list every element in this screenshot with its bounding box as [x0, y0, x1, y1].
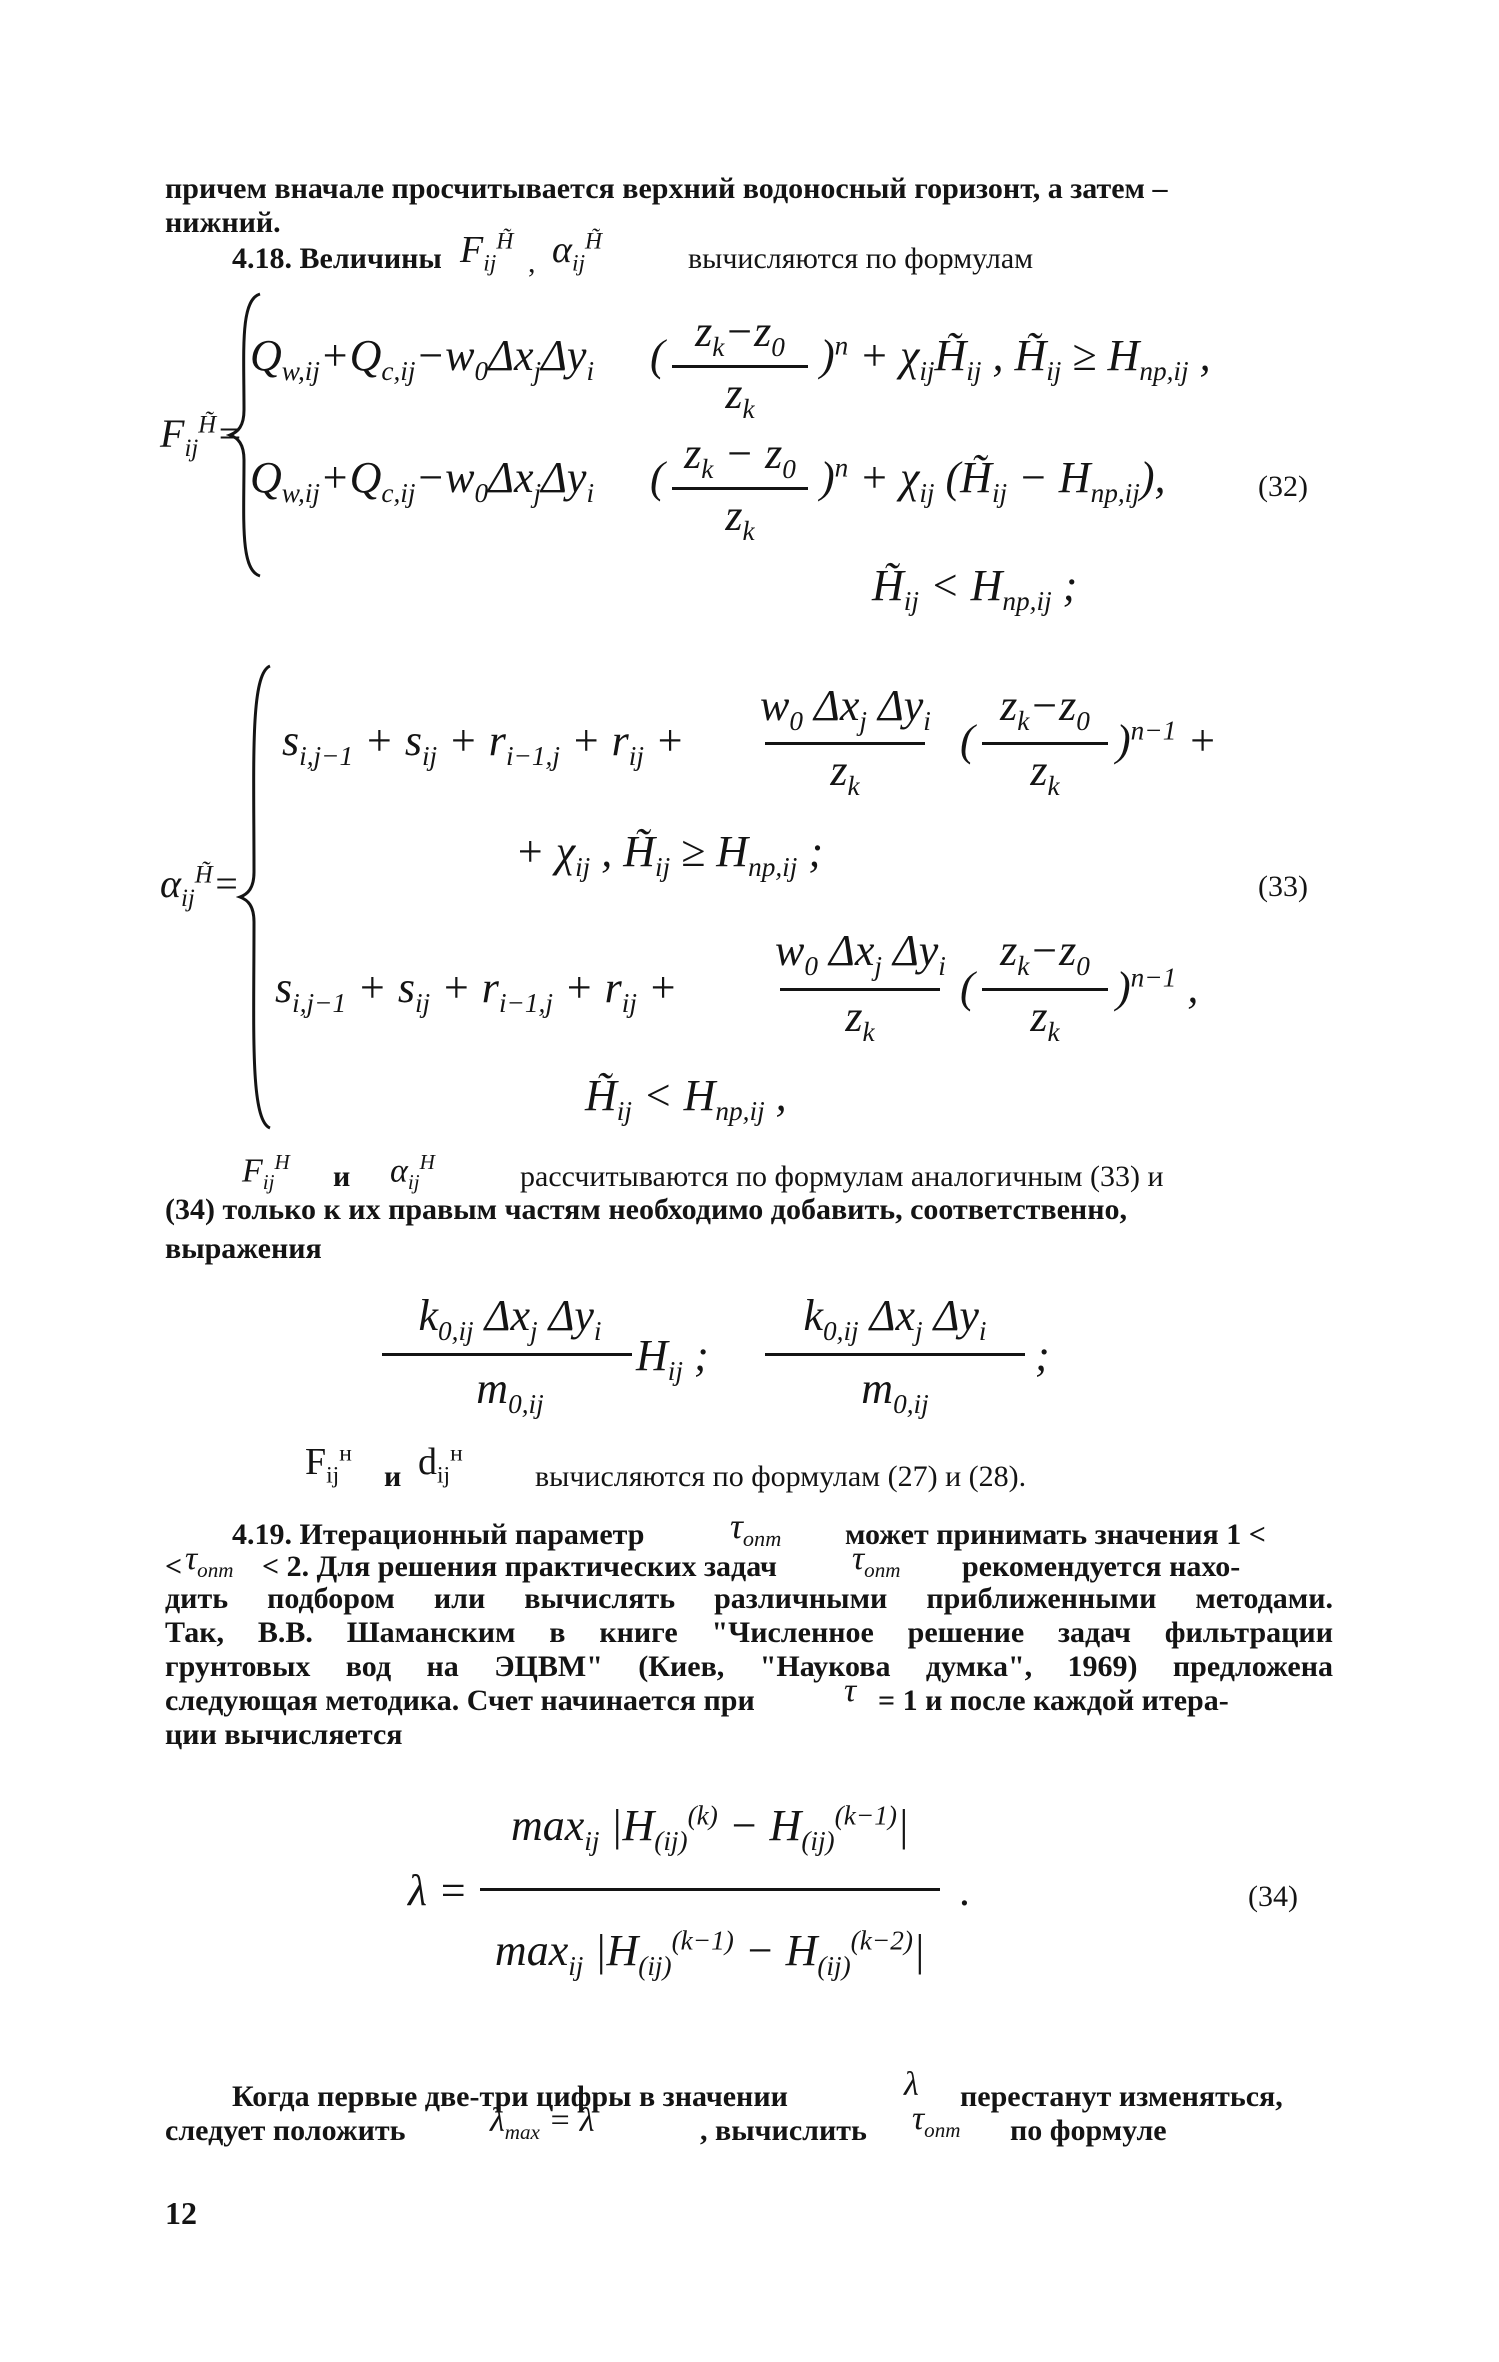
eq33-case-1-tail: )$^{n-1}$ + — [1116, 715, 1218, 765]
eq32-number: (32) — [1258, 470, 1308, 503]
eq32-condition-2: $H̃_{ij} < H_{пр,ij}$ ; — [872, 561, 1078, 616]
expr-1-tail: $H_{ij}$ ; — [636, 1331, 709, 1386]
p419-line-2-c: рекомендуется нахо- — [962, 1550, 1241, 1583]
eq32-case-2: $Q_{w,ij}+Q_{c,ij}-w_0\Delta x_j\Delta y_i$ — [250, 453, 595, 508]
eq33-frac-2-num: $z_k-z_0$ — [1000, 681, 1090, 736]
eq32-case-1: $Q_{w,ij}+Q_{c,ij}-w_0\Delta x_j\Delta y_i$ — [250, 331, 595, 386]
intro-line-1: причем вначале просчитывается верхний водоносный горизонт, а затем – — [165, 172, 1168, 205]
eq33-lhs: $\alpha_{ij}^{H̃}=$ — [160, 861, 240, 912]
eq32-frac-1-num: $z_k-z_0$ — [695, 307, 785, 362]
eq34-bar — [480, 1888, 940, 1891]
eq33-frac-4-den: $z_k$ — [1030, 992, 1060, 1047]
eq33-frac-3-den: $z_k$ — [845, 992, 875, 1047]
eq33-frac-1-den: $z_k$ — [830, 746, 860, 801]
expr-2-num: $k_{0,ij}$ $\Delta x_j$ $\Delta y_i$ — [803, 1291, 987, 1346]
p419-line-6-a: следующая методика. Счет начинается при — [165, 1684, 755, 1717]
p419-line-3: дить подбором или вычислять различными приближенными методами. — [165, 1582, 1333, 1615]
symbol-tau-opt-1: $\tau_{опт}$ — [730, 1506, 782, 1552]
symbol-tau-opt-3: $\tau_{опт}$ — [852, 1540, 901, 1582]
last-line-1-b: перестанут изменяться, — [960, 2080, 1283, 2113]
p419-line-1-a: 4.19. Итерационный параметр — [232, 1518, 645, 1551]
eq33-frac-3-num: $w_0$ $\Delta x_j$ $\Delta y_i$ — [775, 926, 946, 981]
calc27-tail: вычисляются по формулам (27) и (28). — [535, 1460, 1027, 1493]
calc-line-1: рассчитываются по формулам аналогичным (33) и — [520, 1160, 1164, 1193]
eq33-frac-4-num: $z_k-z_0$ — [1000, 926, 1090, 981]
p419-line-7: ции вычисляется — [165, 1718, 403, 1751]
eq33-case-2-tail: )$^{n-1}$ , — [1116, 962, 1199, 1012]
page-number: 12 — [165, 2195, 197, 2231]
symbol-d-ij-n: $d_{ij}^н$ — [418, 1440, 463, 1489]
symbol-F-ij-H-plain: $F_{ij}^H$ — [242, 1150, 290, 1195]
symbol-F-ij-n: $F_{ij}^н$ — [305, 1440, 352, 1489]
p419-line-2-a: < — [165, 1550, 183, 1583]
last-line-2-b: , вычислить — [700, 2114, 867, 2147]
symbol-lambda-max-eq: $\lambda_{max} = \lambda$ — [490, 2102, 595, 2144]
calc-line-3: выражения — [165, 1232, 322, 1265]
eq34-den: $\max_{ij} |H_{(ij)}^{(k-1)} - H_{(ij)}^{(k-2)}|$ — [494, 1925, 926, 1981]
eq33-frac-1-num: $w_0$ $\Delta x_j$ $\Delta y_i$ — [760, 681, 931, 736]
expr-1-bar — [382, 1353, 632, 1356]
eq34-number: (34) — [1248, 1880, 1298, 1913]
expr-2-bar — [765, 1353, 1025, 1356]
symbol-F-ij-H: $F_{ij}^{H̃}$ — [460, 228, 514, 277]
eq33-condition-2: $H̃_{ij} < H_{пр,ij}$ , — [585, 1071, 787, 1126]
eq32-frac-2-den: $z_k$ — [725, 491, 755, 546]
eq33-number: (33) — [1258, 870, 1308, 903]
last-line-2-c: по формуле — [1010, 2114, 1167, 2147]
eq33-case-1-line-2: + $\chi_{ij}$ , $H̃_{ij} \ge H_{пр,ij}$ ; — [515, 827, 823, 882]
symbol-tau-1: τ — [844, 1672, 857, 1709]
symbol-tau-opt-2: $\tau_{опт}$ — [185, 1540, 234, 1582]
calc-line-2: (34) только к их правым частям необходимо добавить, соответственно, — [165, 1193, 1127, 1226]
eq32-frac-1-den: $z_k$ — [725, 369, 755, 424]
eq33-frac-2-den: $z_k$ — [1030, 746, 1060, 801]
eq34-num: $\max_{ij} |H_{(ij)}^{(k)} - H_{(ij)}^{(k-1)}|$ — [510, 1800, 910, 1856]
expr-2-den: $m_{0,ij}$ — [861, 1364, 929, 1419]
eq34-dot: . — [960, 1866, 971, 1915]
eq32-frac-2-num: $z_k - z_0$ — [684, 429, 796, 484]
eq33-paren-1: ( — [960, 716, 975, 765]
symbol-lambda-1: λ — [904, 2066, 919, 2103]
section-4-18-lead: 4.18. Величины — [232, 242, 442, 275]
symbol-alpha-ij-H-plain: $\alpha_{ij}^H$ — [390, 1150, 435, 1195]
eq33-paren-2: ( — [960, 963, 975, 1012]
section-4-18-tail: вычисляются по формулам — [688, 242, 1034, 275]
eq34-lhs: λ = — [408, 1866, 468, 1915]
and-word-2: и — [384, 1460, 402, 1493]
eq32-case-2-tail: )$^n + \chi_{ij}$ $(H̃_{ij} - H_{пр,ij})$, — [820, 452, 1166, 508]
eq33-case-1: $s_{i,j-1} + s_{ij} + r_{i-1,j} + r_{ij}$ + — [282, 716, 685, 771]
p419-line-4: Так, В.В. Шаманским в книге "Численное решение задач фильтрации — [165, 1616, 1333, 1649]
symbol-alpha-ij-H: $\alpha_{ij}^{H̃}$ — [552, 228, 603, 277]
eq33-case-2: $s_{i,j-1} + s_{ij} + r_{i-1,j} + r_{ij}$ + — [275, 963, 678, 1018]
eq32-paren-1: ( — [650, 331, 665, 380]
symbol-tau-opt-4: $\tau_{опт}$ — [912, 2100, 961, 2142]
eq32-lhs: $F_{ij}^{H̃}=$ — [160, 411, 244, 462]
expr-1-num: $k_{0,ij}$ $\Delta x_j$ $\Delta y_i$ — [418, 1291, 602, 1346]
last-line-1-a: Когда первые две-три цифры в значении — [232, 2080, 788, 2113]
eq33-brace — [236, 662, 276, 1132]
expr-1-den: $m_{0,ij}$ — [476, 1364, 544, 1419]
p419-line-5: грунтовых вод на ЭЦВМ" (Киев, "Наукова думка", 1969) предложена — [165, 1650, 1333, 1683]
last-line-2-a: следует положить — [165, 2114, 406, 2147]
intro-line-2: нижний. — [165, 206, 281, 239]
p419-line-1-b: может принимать значения 1 < — [845, 1518, 1266, 1551]
section-4-18-sep: , — [528, 246, 536, 279]
expr-2-tail: ; — [1035, 1331, 1050, 1380]
eq32-case-1-tail: )$^n + \chi_{ij}H̃_{ij}$ , $H̃_{ij} \ge H_{пр,ij}$ , — [820, 330, 1211, 386]
eq32-paren-2: ( — [650, 453, 665, 502]
p419-line-6-b: = 1 и после каждой итера- — [878, 1684, 1229, 1717]
and-word-1: и — [333, 1160, 351, 1193]
p419-line-2-b: < 2. Для решения практических задач — [262, 1550, 777, 1583]
